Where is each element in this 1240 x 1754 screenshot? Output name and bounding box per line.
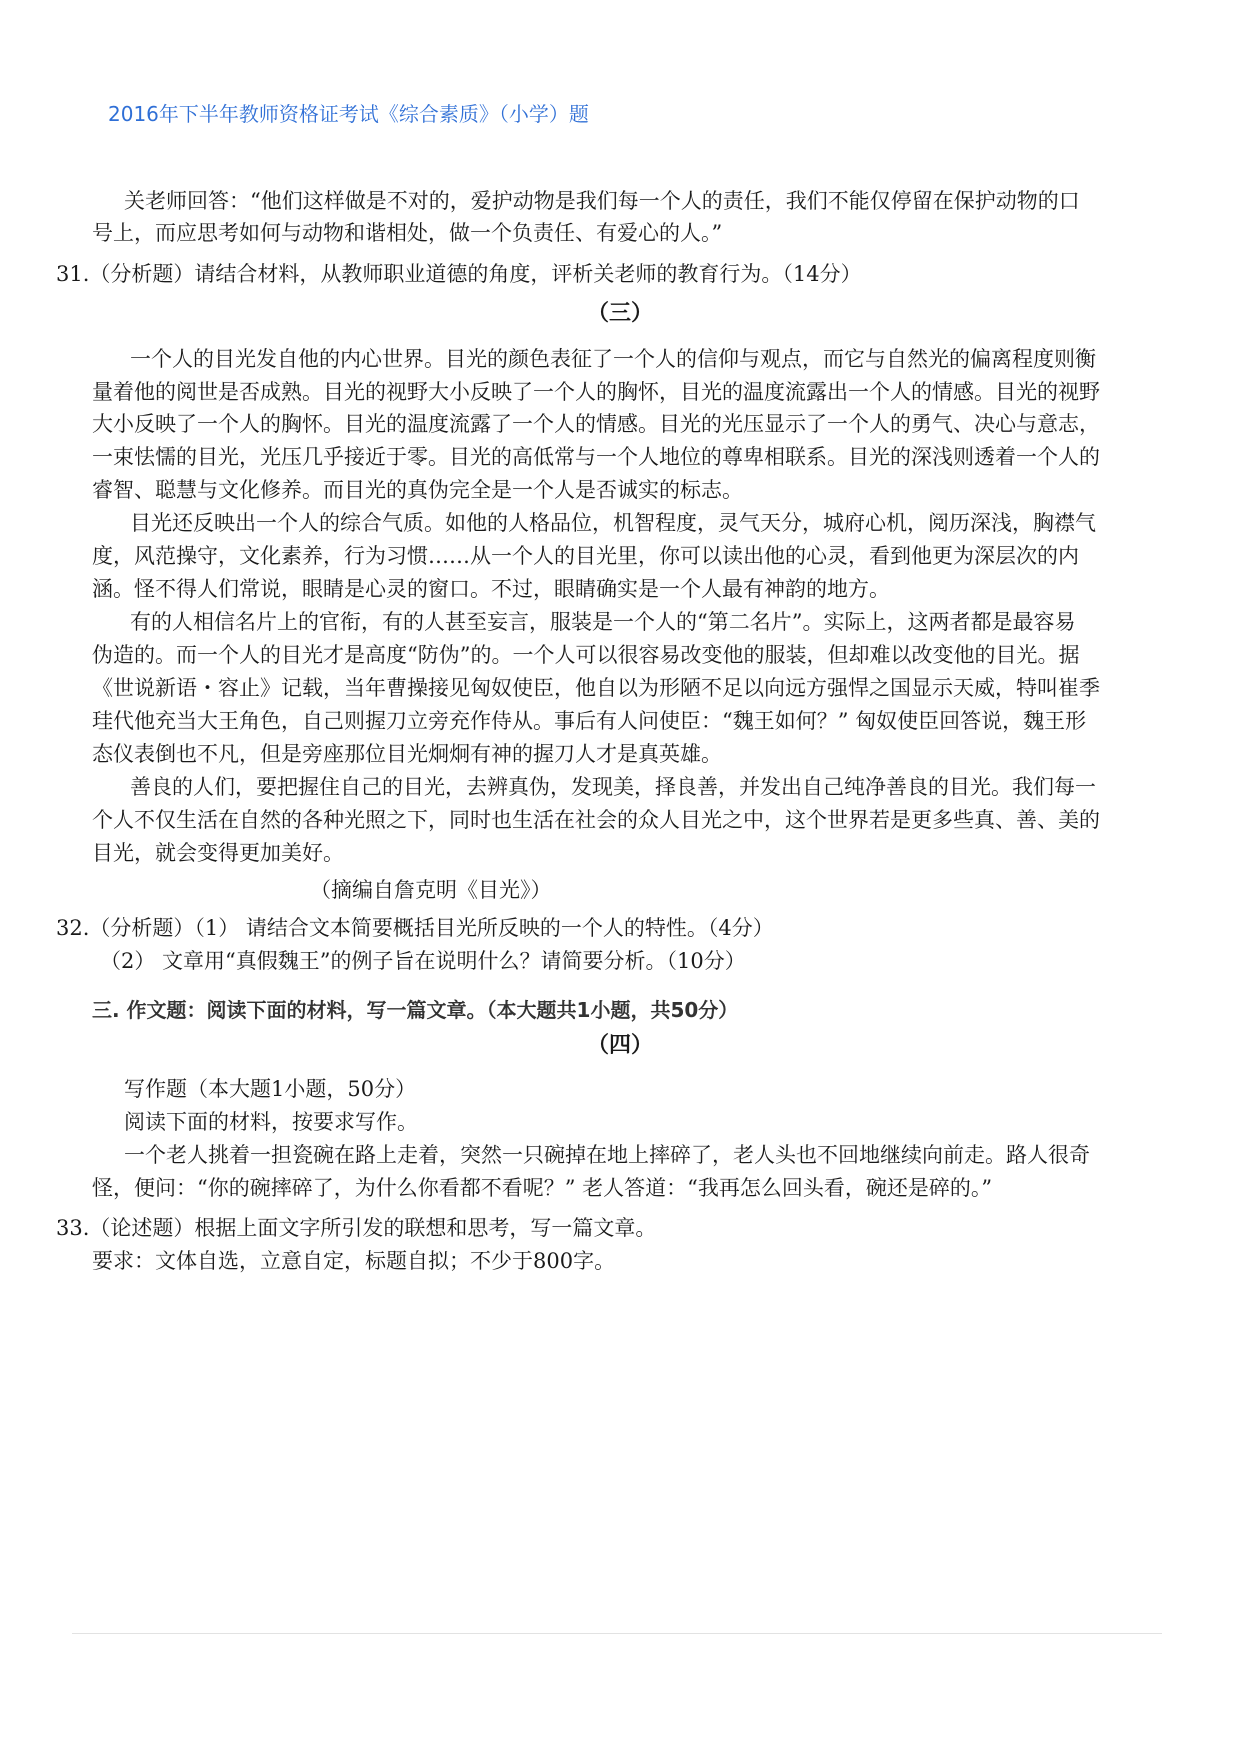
passage-line: 态仪表倒也不凡，但是旁座那位目光炯炯有神的握刀人才是真英雄。 — [92, 742, 722, 766]
passage-line: 度，风范操守，文化素养，行为习惯……从一个人的目光里，你可以读出他的心灵，看到他更为深层次的内 — [92, 544, 1079, 568]
story-line: 怪，便问：“你的碗摔碎了，为什么你看都不看呢？” 老人答道：“我再怎么回头看，碗还是碎的。” — [92, 1176, 993, 1200]
passage-line: 《世说新语・容止》记载，当年曹操接见匈奴使臣，他自以为形陋不足以向远方强悍之国显示天威，特叫崔季 — [92, 676, 1100, 700]
passage-line: 善良的人们，要把握住自己的目光，去辨真伪，发现美，择良善，并发出自己纯净善良的目光。我们每一 — [130, 775, 1096, 799]
passage-line: 睿智、聪慧与文化修养。而目光的真伪完全是一个人是否诚实的标志。 — [92, 478, 743, 502]
passage-line: 一束怯懦的目光，光压几乎接近于零。目光的高低常与一个人地位的尊卑相联系。目光的深浅则透着一个人的 — [92, 445, 1100, 469]
writing-title: 写作题（本大题1小题，50分） — [124, 1077, 417, 1101]
passage-line: 有的人相信名片上的官衔，有的人甚至妄言，服装是一个人的“第二名片”。实际上，这两者都是最容易 — [130, 610, 1076, 634]
requirements: 要求：文体自选，立意自定，标题自拟；不少于800字。 — [92, 1249, 616, 1273]
passage-line: 珪代他充当大王角色，自己则握刀立旁充作侍从。事后有人问使臣：“魏王如何？” 匈奴使臣回答说，魏王形 — [92, 709, 1087, 733]
passage-line: 目光，就会变得更加美好。 — [92, 841, 344, 865]
passage-line: 个人不仅生活在自然的各种光照之下，同时也生活在社会的众人目光之中，这个世界若是更多些真、善、美的 — [92, 808, 1100, 832]
footer-divider — [72, 1633, 1162, 1634]
page-header-title: 2016年下半年教师资格证考试《综合素质》（小学）题 — [108, 102, 589, 126]
question-32-part2: （2） 文章用“真假魏王”的例子旨在说明什么？请简要分析。（10分） — [100, 949, 746, 973]
passage-source: （摘编自詹克明《目光》） — [310, 878, 552, 902]
writing-instruction: 阅读下面的材料，按要求写作。 — [124, 1110, 418, 1134]
story-line: 一个老人挑着一担瓷碗在路上走着，突然一只碗掉在地上摔碎了，老人头也不回地继续向前走。路人很奇 — [124, 1143, 1090, 1167]
passage-line: 一个人的目光发自他的内心世界。目光的颜色表征了一个人的信仰与观点，而它与自然光的偏离程度则衡 — [130, 347, 1096, 371]
passage-line: 量着他的阅世是否成熟。目光的视野大小反映了一个人的胸怀，目光的温度流露出一个人的情感。目光的视野 — [92, 380, 1100, 404]
section-3-title: 三. 作文题：阅读下面的材料，写一篇文章。（本大题共1小题，共50分） — [92, 998, 739, 1022]
question-31: 31.（分析题）请结合材料，从教师职业道德的角度，评析关老师的教育行为。（14分） — [56, 262, 862, 286]
passage-line: 伪造的。而一个人的目光才是高度“防伪”的。一个人可以很容易改变他的服装，但却难以改变他的目光。据 — [92, 643, 1080, 667]
passage-line: 目光还反映出一个人的综合气质。如他的人格品位，机智程度，灵气天分，城府心机，阅历深浅，胸襟气 — [130, 511, 1096, 535]
passage-line: 大小反映了一个人的胸怀。目光的温度流露了一个人的情感。目光的光压显示了一个人的勇气、决心与意志， — [92, 412, 1100, 436]
question-32-part1: 32.（分析题）（1） 请结合文本简要概括目光所反映的一个人的特性。（4分） — [56, 916, 774, 940]
paragraph-line: 号上，而应思考如何与动物和谐相处，做一个负责任、有爱心的人。” — [92, 221, 723, 245]
question-33: 33.（论述题）根据上面文字所引发的联想和思考，写一篇文章。 — [56, 1216, 657, 1240]
section-heading-3: （三） — [586, 301, 653, 326]
passage-line: 涵。怪不得人们常说，眼睛是心灵的窗口。不过，眼睛确实是一个人最有神韵的地方。 — [92, 577, 890, 601]
paragraph-line: 关老师回答：“他们这样做是不对的，爱护动物是我们每一个人的责任，我们不能仅停留在保护动物的口 — [124, 189, 1080, 213]
section-heading-4: （四） — [586, 1033, 653, 1058]
